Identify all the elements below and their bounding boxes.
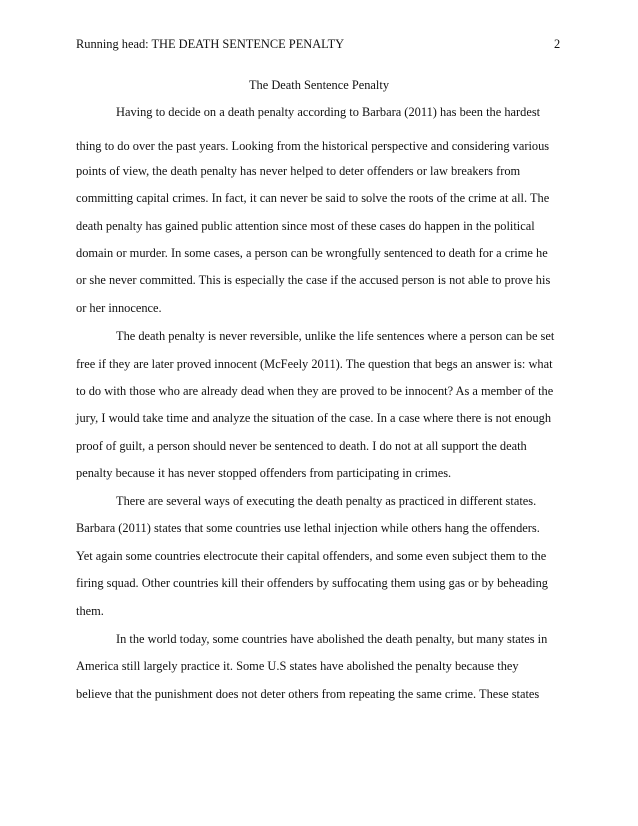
body-line: points of view, the death penalty has never helped to deter offenders or law breakers from xyxy=(76,164,521,178)
body-line: committing capital crimes. In fact, it can never be said to solve the roots of the crime at all. The xyxy=(76,191,550,205)
body-line: domain or murder. In some cases, a person can be wrongfully sentenced to death for a crime he xyxy=(76,246,548,260)
body-line: firing squad. Other countries kill their offenders by suffocating them using gas or by beheading xyxy=(76,576,548,590)
body-line: believe that the punishment does not deter others from repeating the same crime. These states xyxy=(76,687,540,701)
body-line: jury, I would take time and analyze the situation of the case. In a case where there is not enough xyxy=(76,411,552,425)
body-line: proof of guilt, a person should never be sentenced to death. I do not at all support the death xyxy=(76,439,527,453)
document-title: The Death Sentence Penalty xyxy=(248,78,390,92)
body-line: Barbara (2011) states that some countries use lethal injection while others hang the offenders. xyxy=(76,521,540,535)
page-number: 2 xyxy=(554,37,561,51)
body-line: free if they are later proved innocent (McFeely 2011). The question that begs an answer is: what xyxy=(76,357,553,371)
body-line: In the world today, some countries have abolished the death penalty, but many states in xyxy=(116,632,548,646)
body-line: thing to do over the past years. Looking from the historical perspective and considering various xyxy=(76,139,550,153)
body-line: them. xyxy=(76,604,104,618)
body-line: America still largely practice it. Some U.S states have abolished the penalty because they xyxy=(76,659,519,673)
body-line: Yet again some countries electrocute their capital offenders, and some even subject them to the xyxy=(76,549,547,563)
running-head: Running head: THE DEATH SENTENCE PENALTY xyxy=(76,37,345,51)
body-line: death penalty has gained public attention since most of these cases do happen in the political xyxy=(76,219,535,233)
body-line: to do with those who are already dead when they are proved to be innocent? As a member of the xyxy=(76,384,554,398)
body-line: The death penalty is never reversible, unlike the life sentences where a person can be set xyxy=(116,329,555,343)
body-line: or her innocence. xyxy=(76,301,162,315)
body-line: Having to decide on a death penalty according to Barbara (2011) has been the hardest xyxy=(116,105,541,119)
body-line: or she never committed. This is especially the case if the accused person is not able to prove his xyxy=(76,273,551,287)
body-line: penalty because it has never stopped offenders from participating in crimes. xyxy=(76,466,452,480)
body-line: There are several ways of executing the death penalty as practiced in different states. xyxy=(116,494,537,508)
